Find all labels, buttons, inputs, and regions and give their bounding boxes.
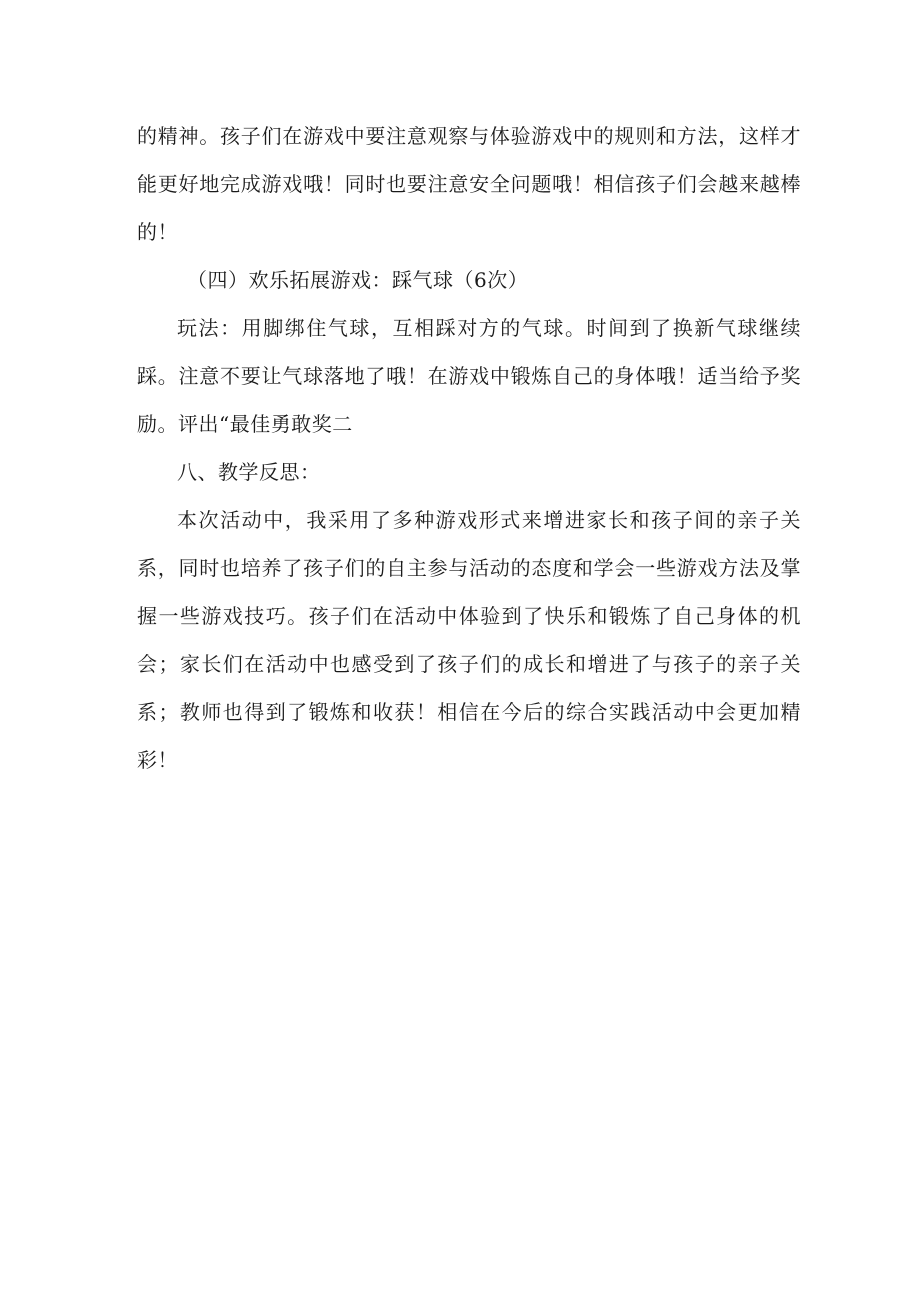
paragraph-reflection: 本次活动中，我采用了多种游戏形式来增进家长和孩子间的亲子关系，同时也培养了孩子们的自主参与活动的态度和学会一些游戏方法及掌握一些游戏技巧。孩子们在活动中体验到了快乐和锻炼了自己身体的机会；家长们在活动中也感受到了孩子们的成长和增进了与孩子的亲子关系；教师也得到了锻炼和收获！相信在今后的综合实践活动中会更加精彩！ (137, 508, 801, 772)
section-heading-reflection: 八、教学反思： (177, 460, 321, 484)
paragraph-continuation: 的精神。孩子们在游戏中要注意观察与体验游戏中的规则和方法，这样才能更好地完成游戏哦！同时也要注意安全问题哦！相信孩子们会越来越棒的！ (137, 124, 801, 244)
paragraph-game-rules: 玩法：用脚绑住气球，互相踩对方的气球。时间到了换新气球继续踩。注意不要让气球落地了哦！在游戏中锻炼自己的身体哦！适当给予奖励。评出“最佳勇敢奖二 (137, 316, 801, 436)
document-body (137, 112, 801, 784)
section-heading-balloon-game: （四）欢乐拓展游戏：踩气球（6次） (187, 268, 529, 292)
